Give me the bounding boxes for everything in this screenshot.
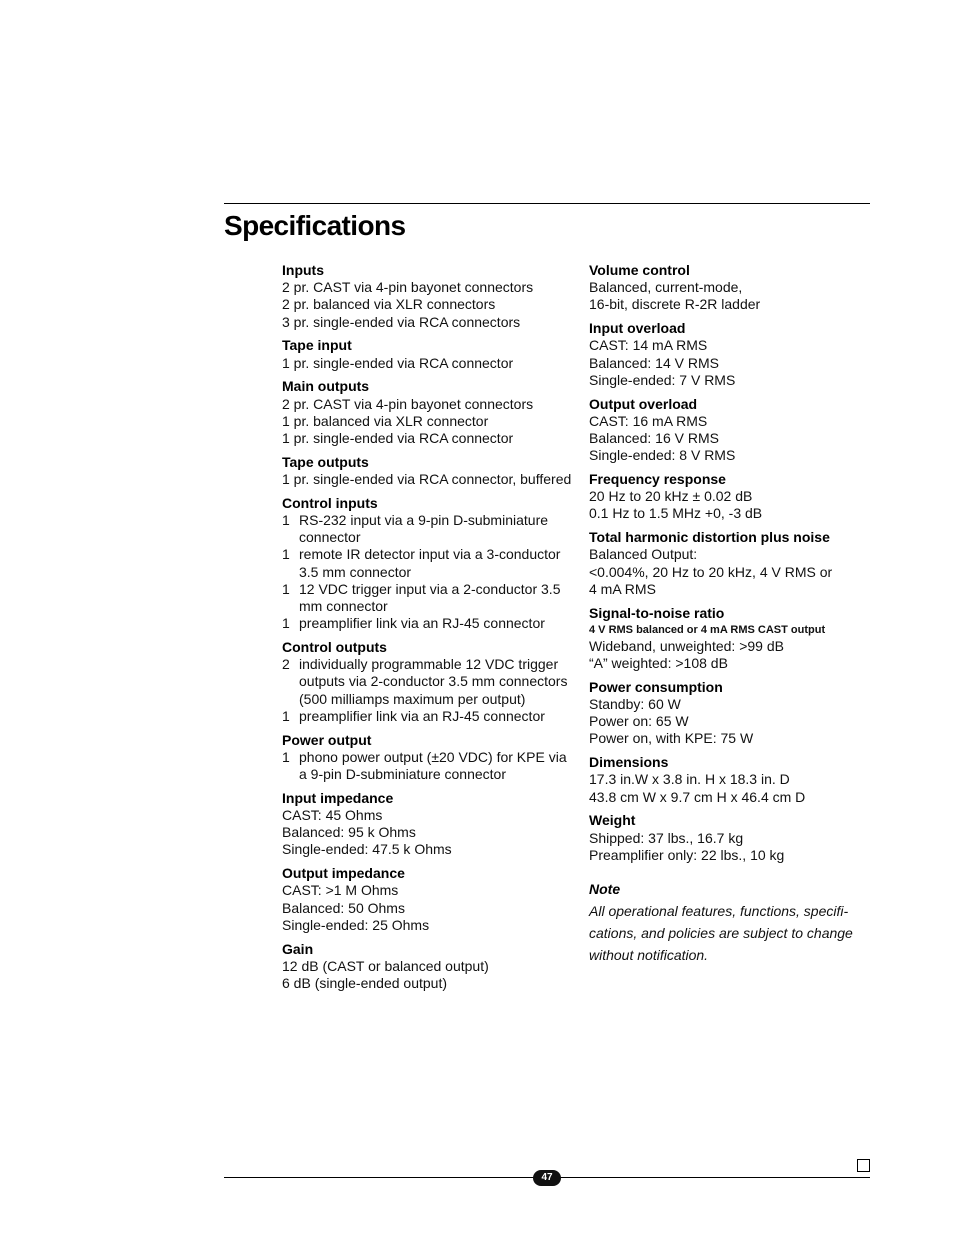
- specs-left-column: [282, 262, 577, 999]
- spec-item-text: preamplifier link via an RJ-45 connector: [299, 707, 545, 724]
- spec-heading-input-overload: Input overload: [589, 320, 686, 337]
- spec-line: Single-ended: 25 Ohms: [282, 916, 430, 933]
- spec-item-number: 1: [282, 748, 290, 765]
- spec-heading-power-output: Power output: [282, 731, 372, 748]
- spec-line: Shipped: 37 lbs., 16.7 kg: [589, 829, 744, 846]
- spec-section-input-impedance: [282, 790, 577, 859]
- spec-line: 3 pr. single-ended via RCA connectors: [282, 313, 521, 330]
- spec-section-gain: [282, 941, 577, 993]
- spec-line: Balanced: 16 V RMS: [589, 430, 719, 447]
- spec-line: Power on, with KPE: 75 W: [589, 730, 754, 747]
- spec-heading-control-inputs: Control inputs: [282, 494, 378, 511]
- spec-section-tape-outputs: [282, 454, 577, 488]
- spec-line: Balanced: 95 k Ohms: [282, 824, 416, 841]
- spec-line: 20 Hz to 20 kHz ± 0.02 dB: [589, 488, 753, 505]
- spec-heading-output-impedance: Output impedance: [282, 865, 405, 882]
- spec-line: CAST: >1 M Ohms: [282, 882, 399, 899]
- spec-line: “A” weighted: >108 dB: [589, 655, 728, 672]
- spec-line: CAST: 16 mA RMS: [589, 412, 708, 429]
- spec-heading-output-overload: Output overload: [589, 395, 698, 412]
- spec-section-control-inputs: [282, 495, 577, 633]
- spec-section-dimensions: [589, 754, 874, 806]
- spec-list-item: [282, 749, 577, 783]
- spec-line: Balanced, current-mode,: [589, 279, 743, 296]
- spec-line: Balanced: 50 Ohms: [282, 899, 405, 916]
- spec-heading-inputs: Inputs: [282, 262, 324, 278]
- spec-section-frequency-response: [589, 471, 874, 523]
- spec-list-item: [282, 615, 577, 632]
- spec-subheading: 4 V RMS balanced or 4 mA RMS CAST output: [589, 623, 826, 636]
- note-section: [589, 881, 874, 966]
- spec-heading-input-impedance: Input impedance: [282, 789, 394, 806]
- spec-item-number: 1: [282, 512, 290, 529]
- spec-line: Single-ended: 8 V RMS: [589, 447, 736, 464]
- spec-line: 2 pr. balanced via XLR connectors: [282, 296, 496, 313]
- spec-heading-tape-input: Tape input: [282, 337, 352, 354]
- spec-line: Preamplifier only: 22 lbs., 10 kg: [589, 846, 785, 863]
- spec-line: CAST: 14 mA RMS: [589, 337, 708, 354]
- spec-item-text: 1 pr. single-ended via RCA connector, buffered: [282, 471, 572, 488]
- spec-item-text: individually programmable 12 VDC trigger outputs via 2-conductor 3.5 mm connectors (500 milliamps maximum per output): [299, 656, 568, 707]
- spec-item-text: phono power output (±20 VDC) for KPE via a 9-pin D-subminiature connector: [299, 748, 567, 783]
- spec-section-inputs: [282, 262, 577, 331]
- specs-right-column: [589, 262, 874, 973]
- page-number: 47: [533, 1170, 561, 1186]
- spec-list-item: [282, 581, 577, 615]
- spec-heading-dimensions: Dimensions: [589, 754, 669, 771]
- spec-line: 12 dB (CAST or balanced output): [282, 957, 489, 974]
- top-rule: [224, 203, 870, 204]
- spec-section-output-impedance: [282, 865, 577, 934]
- spec-list-item: [282, 656, 577, 708]
- spec-item-text: remote IR detector input via a 3-conductor 3.5 mm connector: [299, 546, 561, 580]
- spec-list-item: [282, 546, 577, 580]
- spec-heading-tape-outputs: Tape outputs: [282, 453, 369, 470]
- spec-item-number: 1: [282, 546, 290, 563]
- spec-section-main-outputs: [282, 378, 577, 447]
- spec-line: Power on: 65 W: [589, 713, 689, 730]
- spec-item-number: 1: [282, 580, 290, 597]
- spec-item-number: 1: [282, 707, 290, 724]
- spec-section-tape-input: [282, 337, 577, 371]
- spec-line: Wideband, unweighted: >99 dB: [589, 637, 784, 654]
- spec-line: 0.1 Hz to 1.5 MHz +0, -3 dB: [589, 505, 763, 522]
- spec-section-weight: [589, 812, 874, 864]
- spec-line: Single-ended: 7 V RMS: [589, 371, 736, 388]
- spec-heading-total-harmonic-distortion-plus-noise: Total harmonic distortion plus noise: [589, 529, 830, 546]
- spec-list-item: [282, 471, 577, 488]
- spec-line: Standby: 60 W: [589, 696, 681, 713]
- spec-line: 6 dB (single-ended output): [282, 975, 447, 992]
- spec-heading-weight: Weight: [589, 812, 636, 829]
- spec-line: 16-bit, discrete R-2R ladder: [589, 296, 761, 313]
- spec-line: 4 mA RMS: [589, 580, 656, 597]
- note-heading: Note: [589, 881, 621, 898]
- spec-heading-gain: Gain: [282, 940, 314, 957]
- spec-line: 2 pr. CAST via 4-pin bayonet connectors: [282, 279, 534, 296]
- page-title: Specifications: [224, 210, 406, 241]
- spec-heading-signal-to-noise-ratio: Signal-to-noise ratio: [589, 604, 725, 621]
- spec-heading-control-outputs: Control outputs: [282, 639, 387, 656]
- spec-list-item: [282, 512, 577, 546]
- corner-box: [857, 1159, 870, 1172]
- spec-heading-frequency-response: Frequency response: [589, 471, 726, 488]
- spec-line: 17.3 in.W x 3.8 in. H x 18.3 in. D: [589, 771, 790, 788]
- spec-heading-volume-control: Volume control: [589, 262, 690, 278]
- spec-section-volume-control: [589, 262, 874, 314]
- spec-section-output-overload: [589, 396, 874, 465]
- spec-line: Balanced: 14 V RMS: [589, 354, 719, 371]
- spec-section-control-outputs: [282, 639, 577, 725]
- spec-line: 1 pr. single-ended via RCA connector: [282, 354, 514, 371]
- spec-item-number: 2: [282, 656, 290, 673]
- spec-heading-power-consumption: Power consumption: [589, 678, 723, 695]
- spec-item-text: RS-232 input via a 9-pin D-subminiature connector: [299, 512, 549, 546]
- note-text: All operational features, functions, specifi- cations, and policies are subject to change without notification.: [589, 903, 853, 964]
- spec-item-number: 1: [282, 615, 290, 632]
- spec-line: 1 pr. single-ended via RCA connector: [282, 430, 514, 447]
- spec-section-power-output: [282, 732, 577, 784]
- spec-list-item: [282, 708, 577, 725]
- spec-item-text: 12 VDC trigger input via a 2-conductor 3.5 mm connector: [299, 580, 561, 615]
- spec-line: Balanced Output:: [589, 546, 698, 563]
- spec-heading-main-outputs: Main outputs: [282, 378, 370, 395]
- spec-section-signal-to-noise-ratio: [589, 605, 874, 673]
- spec-line: <0.004%, 20 Hz to 20 kHz, 4 V RMS or: [589, 563, 833, 580]
- spec-line: Single-ended: 47.5 k Ohms: [282, 841, 452, 858]
- spec-line: CAST: 45 Ohms: [282, 807, 383, 824]
- spec-line: 1 pr. balanced via XLR connector: [282, 412, 489, 429]
- spec-section-total-harmonic-distortion-plus-noise: [589, 529, 874, 598]
- spec-section-power-consumption: [589, 679, 874, 748]
- spec-section-input-overload: [589, 320, 874, 389]
- spec-line: 43.8 cm W x 9.7 cm H x 46.4 cm D: [589, 788, 806, 805]
- spec-item-text: preamplifier link via an RJ-45 connector: [299, 615, 545, 632]
- spec-line: 2 pr. CAST via 4-pin bayonet connectors: [282, 395, 534, 412]
